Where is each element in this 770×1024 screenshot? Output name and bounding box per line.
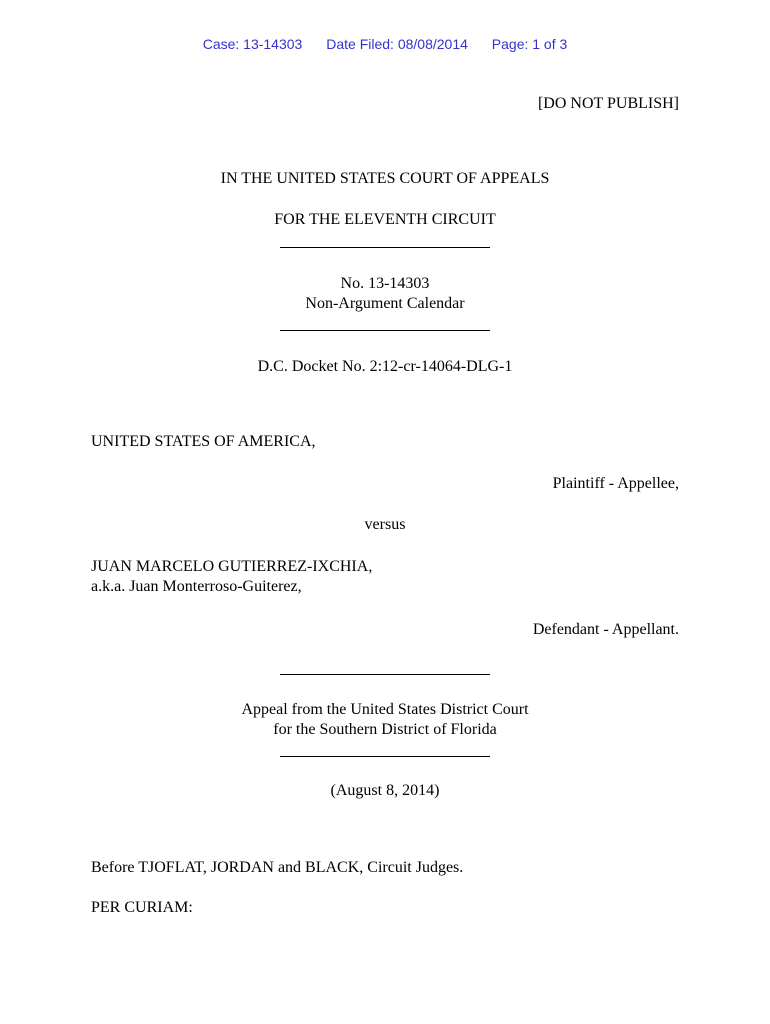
separator-rule [280, 756, 490, 757]
case-number-stamp: Case: 13-14303 [202, 36, 303, 52]
per-curiam-heading: PER CURIAM: [91, 899, 193, 916]
filing-stamp-header [0, 36, 770, 52]
plaintiff-role: Plaintiff - Appellee, [552, 475, 679, 492]
appeal-source-line2: for the Southern District of Florida [273, 721, 497, 738]
publish-note: [DO NOT PUBLISH] [537, 95, 679, 112]
calendar-type: Non-Argument Calendar [305, 295, 465, 312]
defendant-name: JUAN MARCELO GUTIERREZ-IXCHIA, [91, 558, 373, 575]
date-filed-stamp: Date Filed: 08/08/2014 [326, 36, 468, 52]
decision-date: (August 8, 2014) [330, 782, 440, 799]
separator-rule [280, 330, 490, 331]
plaintiff-name: UNITED STATES OF AMERICA, [91, 433, 316, 450]
docket-number: D.C. Docket No. 2:12-cr-14064-DLG-1 [257, 358, 513, 375]
court-name: IN THE UNITED STATES COURT OF APPEALS [220, 170, 550, 187]
defendant-role: Defendant - Appellant. [532, 621, 679, 638]
appeal-number: No. 13-14303 [340, 275, 430, 292]
appeal-source-line1: Appeal from the United States District Court [241, 701, 529, 718]
separator-rule [280, 247, 490, 248]
page-count-stamp: Page: 1 of 3 [491, 36, 568, 52]
circuit-name: FOR THE ELEVENTH CIRCUIT [274, 211, 496, 228]
defendant-aka: a.k.a. Juan Monterroso-Guiterez, [91, 578, 302, 595]
panel-judges: Before TJOFLAT, JORDAN and BLACK, Circuit Judges. [91, 859, 464, 876]
separator-rule [280, 674, 490, 675]
versus-label: versus [364, 516, 406, 533]
